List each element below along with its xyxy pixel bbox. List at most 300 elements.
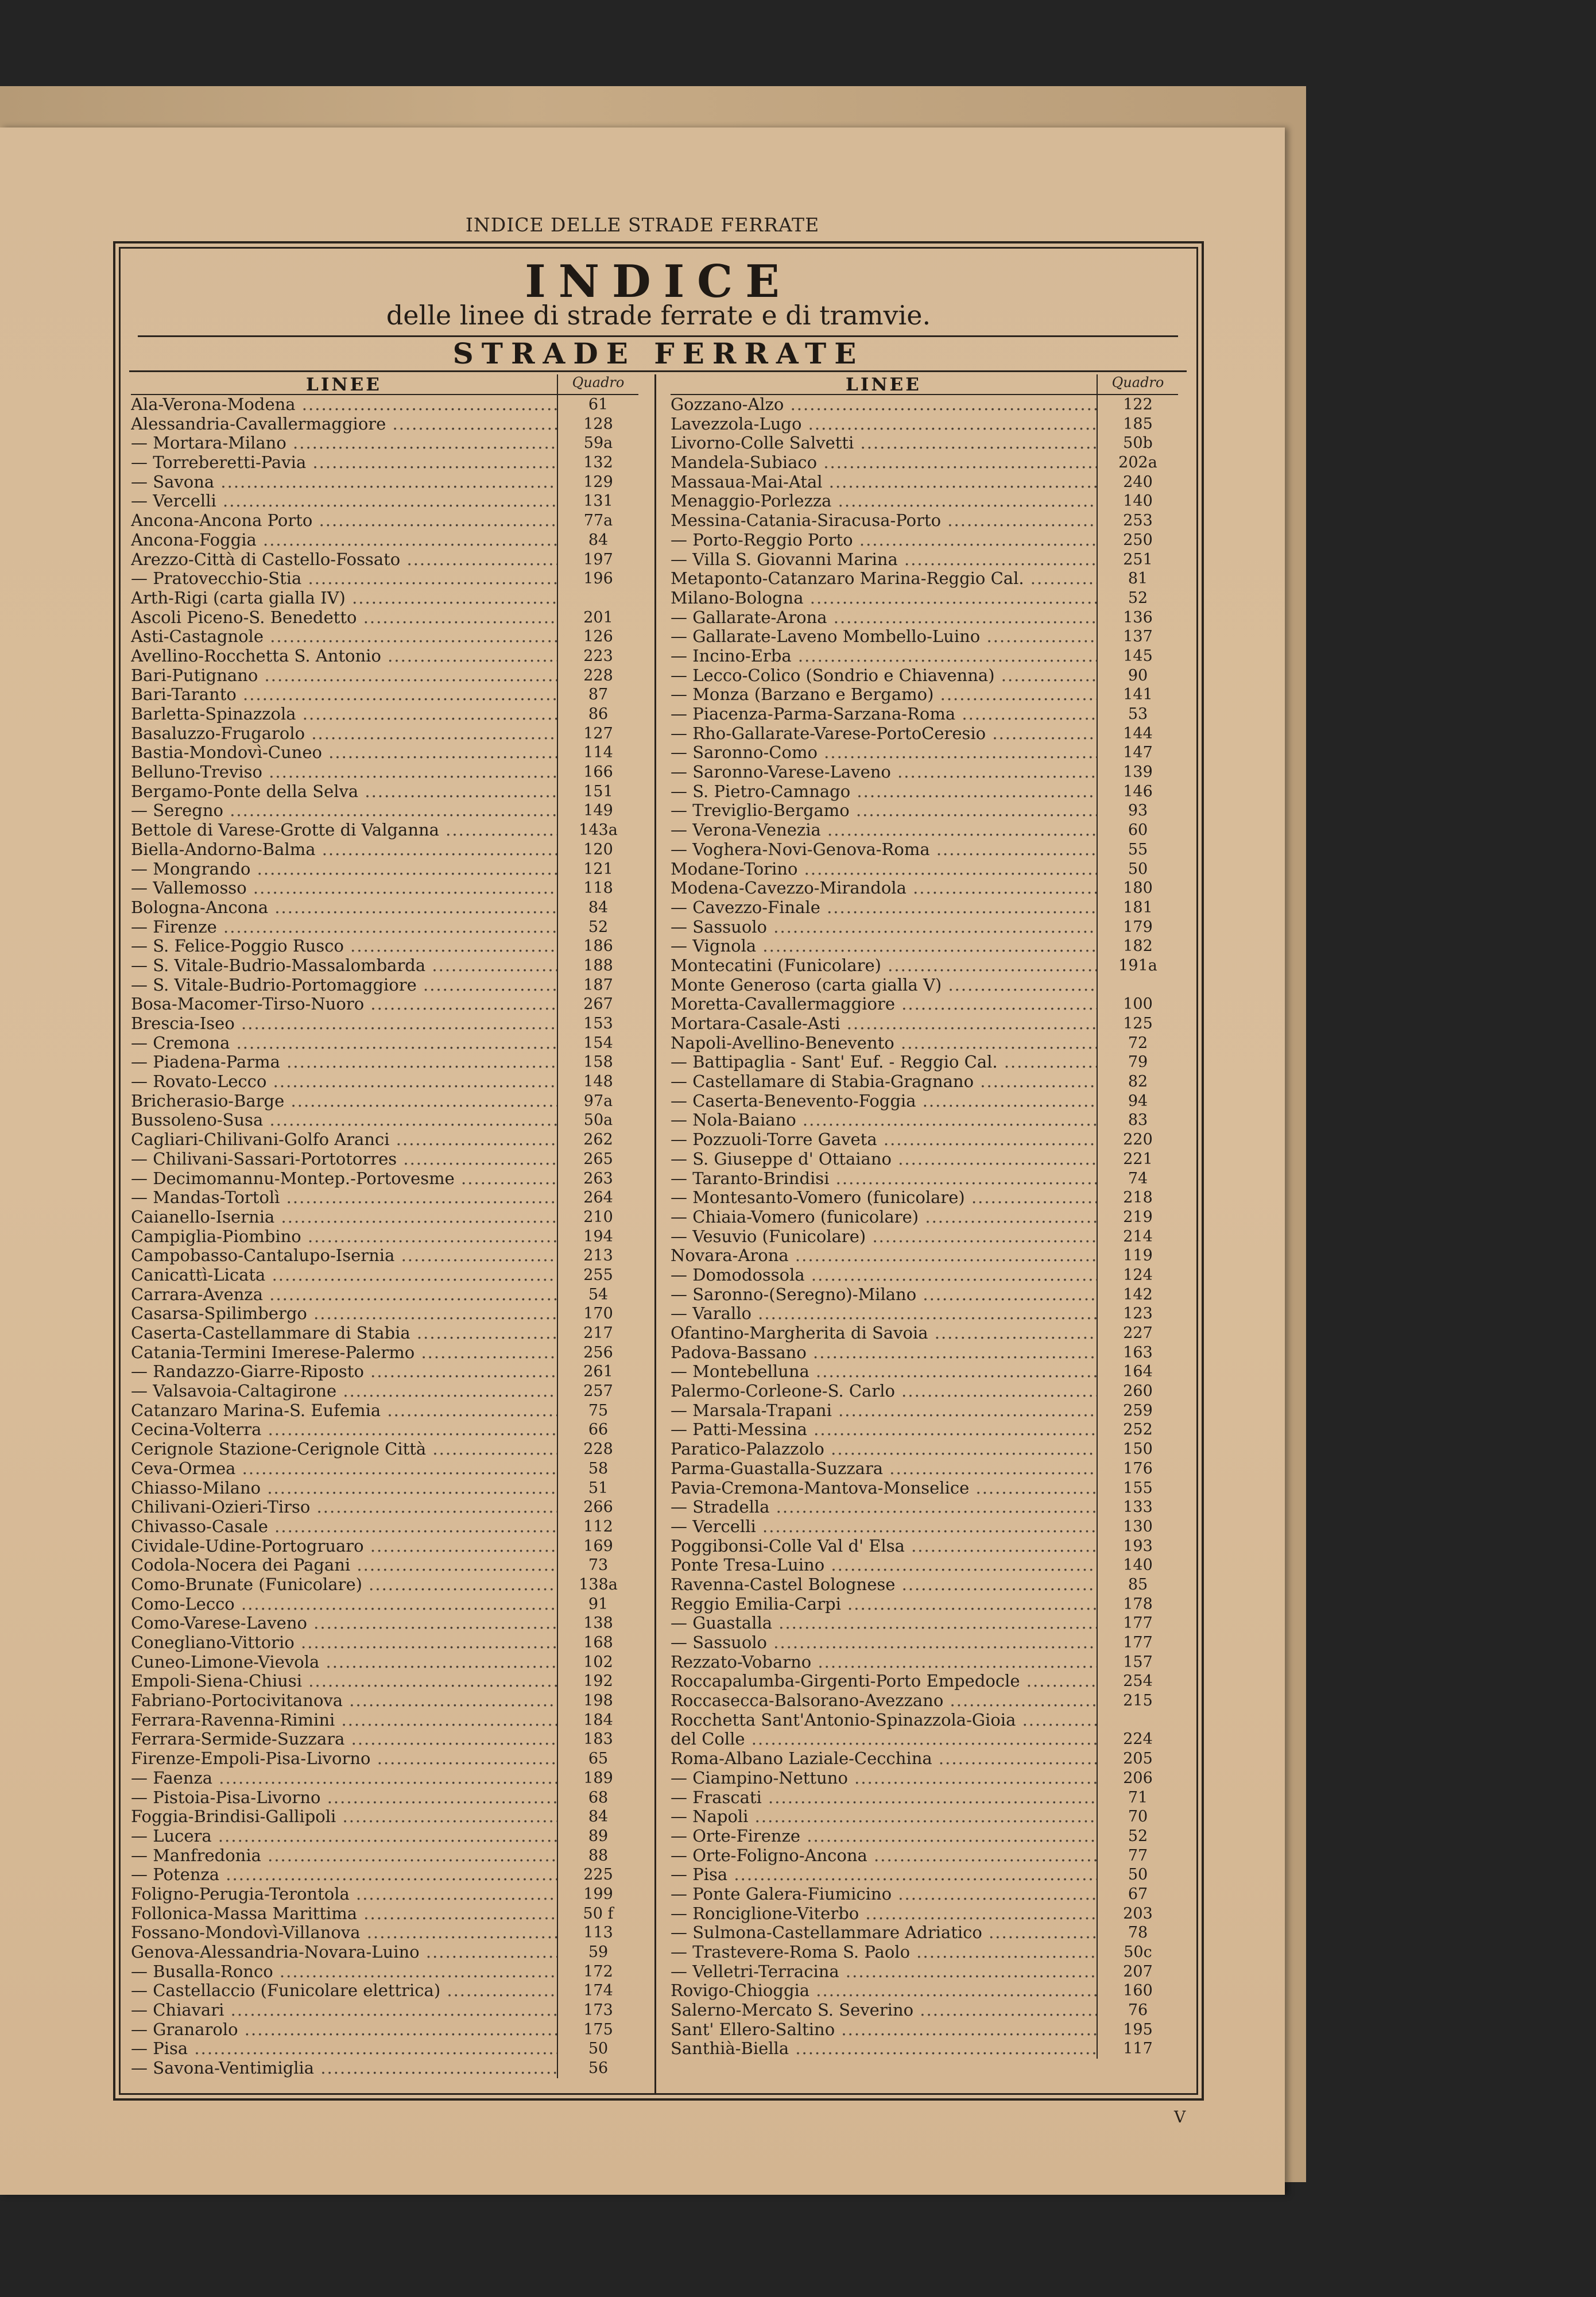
index-row — [131, 840, 638, 860]
quadro-number: 205 — [1097, 1749, 1178, 1769]
index-row — [131, 1730, 638, 1749]
index-row — [131, 589, 638, 608]
line-name: Paratico-Palazzolo ..... — [671, 1440, 1097, 1459]
quadro-number: 145 — [1097, 647, 1178, 666]
index-row — [671, 1440, 1178, 1459]
quadro-number: 131 — [557, 492, 638, 511]
quadro-number: 124 — [1097, 1266, 1178, 1285]
line-name: — Guastalla ..... — [671, 1614, 1097, 1633]
line-name: Livorno-Colle Salvetti ..... — [671, 434, 1097, 453]
line-name: Ferrara-Sermide-Suzzara ..... — [131, 1730, 557, 1749]
quadro-number: 121 — [557, 860, 638, 879]
line-name: Biella-Andorno-Balma ..... — [131, 840, 557, 860]
quadro-number: 220 — [1097, 1130, 1178, 1150]
index-row — [131, 531, 638, 550]
index-row — [131, 976, 638, 995]
index-row — [131, 1575, 638, 1595]
line-name: Conegliano-Vittorio ..... — [131, 1633, 557, 1653]
index-row — [671, 415, 1178, 434]
index-row — [671, 976, 1178, 995]
line-name: — Pratovecchio-Stia ..... — [131, 569, 557, 589]
line-name: Ofantino-Margherita di Savoia ..... — [671, 1324, 1097, 1343]
index-row — [131, 1479, 638, 1498]
quadro-number — [1097, 976, 1178, 995]
index-row — [131, 1382, 638, 1401]
line-name: — Orte-Firenze ..... — [671, 1827, 1097, 1846]
quadro-number: 78 — [1097, 1923, 1178, 1943]
index-row — [671, 995, 1178, 1014]
index-row — [671, 743, 1178, 763]
line-name: Caserta-Castellammare di Stabia ..... — [131, 1324, 557, 1343]
line-name: — Saronno-Como ..... — [671, 743, 1097, 763]
index-row — [671, 1459, 1178, 1479]
index-row — [671, 2001, 1178, 2020]
index-row — [131, 918, 638, 937]
index-row — [671, 879, 1178, 898]
index-row — [131, 743, 638, 763]
index-row — [671, 860, 1178, 879]
quadro-number: 168 — [557, 1633, 638, 1653]
line-name: Novara-Arona ..... — [671, 1246, 1097, 1266]
index-row — [131, 1962, 638, 1982]
line-name: Napoli-Avellino-Benevento ..... — [671, 1034, 1097, 1053]
quadro-number: 250 — [1097, 531, 1178, 550]
index-row — [671, 492, 1178, 511]
line-name: — Chilivani-Sassari-Portotorres ..... — [131, 1150, 557, 1169]
index-row — [131, 1072, 638, 1092]
line-name: Bari-Taranto ..... — [131, 685, 557, 705]
line-name: Campiglia-Piombino ..... — [131, 1227, 557, 1247]
index-row — [131, 1556, 638, 1575]
index-row — [131, 1827, 638, 1846]
line-name: Asti-Castagnole ..... — [131, 627, 557, 647]
line-name: Moretta-Cavallermaggiore ..... — [671, 995, 1097, 1014]
index-row — [671, 763, 1178, 782]
quadro-number: 228 — [557, 666, 638, 686]
quadro-number: 89 — [557, 1827, 638, 1846]
quadro-number: 206 — [1097, 1769, 1178, 1788]
line-name: Rocchetta Sant'Antonio-Spinazzola-Gioia ..... — [671, 1711, 1097, 1730]
index-row — [671, 1266, 1178, 1285]
line-name: — Potenza ..... — [131, 1865, 557, 1885]
line-name: Menaggio-Porlezza ..... — [671, 492, 1097, 511]
line-name: — Pisa ..... — [671, 1865, 1097, 1885]
line-name: — S. Pietro-Camnago ..... — [671, 782, 1097, 802]
quadro-number: 94 — [1097, 1092, 1178, 1111]
quadro-number: 153 — [557, 1014, 638, 1034]
index-row — [131, 1130, 638, 1150]
index-row — [131, 2059, 638, 2078]
line-name: — Lecco-Colico (Sondrio e Chiavenna) ..... — [671, 666, 1097, 686]
line-name: — Villa S. Giovanni Marina ..... — [671, 550, 1097, 570]
line-name: — Vercelli ..... — [131, 492, 557, 511]
quadro-number: 193 — [1097, 1537, 1178, 1556]
line-name: — Ronciglione-Viterbo ..... — [671, 1904, 1097, 1924]
line-name: — Pisa ..... — [131, 2039, 557, 2059]
line-name: Gozzano-Alzo ..... — [671, 395, 1097, 415]
quadro-number: 218 — [1097, 1188, 1178, 1208]
index-row — [131, 705, 638, 724]
index-row — [131, 1227, 638, 1247]
line-name: — Piadena-Parma ..... — [131, 1053, 557, 1072]
index-row — [131, 1188, 638, 1208]
index-row — [671, 1807, 1178, 1827]
quadro-number: 160 — [1097, 1981, 1178, 2001]
left-list — [131, 395, 638, 2078]
quadro-number: 76 — [1097, 2001, 1178, 2020]
quadro-number: 240 — [1097, 473, 1178, 492]
index-row — [671, 1575, 1178, 1595]
line-name: Rovigo-Chioggia ..... — [671, 1981, 1097, 2001]
header-quadro: Quadro — [557, 374, 638, 394]
quadro-number: 55 — [1097, 840, 1178, 860]
quadro-number: 255 — [557, 1266, 638, 1285]
line-name: — Varallo ..... — [671, 1304, 1097, 1324]
quadro-number: 177 — [1097, 1614, 1178, 1633]
line-name: Montecatini (Funicolare) ..... — [671, 956, 1097, 976]
quadro-number: 52 — [1097, 1827, 1178, 1846]
line-name: Salerno-Mercato S. Severino ..... — [671, 2001, 1097, 2020]
line-name: Parma-Guastalla-Suzzara ..... — [671, 1459, 1097, 1479]
quadro-number: 166 — [557, 763, 638, 782]
quadro-number: 138 — [557, 1614, 638, 1633]
quadro-number: 102 — [557, 1653, 638, 1672]
quadro-number: 227 — [1097, 1324, 1178, 1343]
quadro-number: 84 — [557, 898, 638, 918]
line-name: Brescia-Iseo ..... — [131, 1014, 557, 1034]
quadro-number: 148 — [557, 1072, 638, 1092]
column-header — [131, 374, 638, 395]
index-row — [131, 1150, 638, 1169]
index-row — [671, 589, 1178, 608]
quadro-number: 67 — [1097, 1885, 1178, 1904]
index-row — [671, 956, 1178, 976]
index-row — [131, 1807, 638, 1827]
page-number: V — [1174, 2107, 1186, 2126]
index-row — [131, 492, 638, 511]
index-row — [671, 1556, 1178, 1575]
line-name: Campobasso-Cantalupo-Isernia ..... — [131, 1246, 557, 1266]
quadro-number: 77 — [1097, 1846, 1178, 1866]
quadro-number: 53 — [1097, 705, 1178, 724]
line-name: Codola-Nocera dei Pagani ..... — [131, 1556, 557, 1575]
index-row — [131, 1362, 638, 1382]
index-row — [671, 2039, 1178, 2059]
index-row — [671, 1595, 1178, 1614]
quadro-number: 179 — [1097, 918, 1178, 937]
line-name: Carrara-Avenza ..... — [131, 1285, 557, 1305]
index-row — [671, 1072, 1178, 1092]
index-row — [131, 1169, 638, 1189]
quadro-number: 257 — [557, 1382, 638, 1401]
index-row — [671, 918, 1178, 937]
index-row — [671, 569, 1178, 589]
line-name: Arezzo-Città di Castello-Fossato ..... — [131, 550, 557, 570]
index-row — [131, 1208, 638, 1227]
line-name: Bussoleno-Susa ..... — [131, 1111, 557, 1130]
line-name: — Rho-Gallarate-Varese-PortoCeresio ..... — [671, 724, 1097, 744]
line-name: — Firenze ..... — [131, 918, 557, 937]
quadro-number: 184 — [557, 1711, 638, 1730]
index-row — [131, 1034, 638, 1053]
quadro-number: 79 — [1097, 1053, 1178, 1072]
line-name: Catanzaro Marina-S. Eufemia ..... — [131, 1401, 557, 1421]
line-name: — Decimomannu-Montep.-Portovesme ..... — [131, 1169, 557, 1189]
index-row — [131, 956, 638, 976]
index-row — [671, 511, 1178, 531]
index-row — [671, 1769, 1178, 1788]
line-name: Foligno-Perugia-Terontola ..... — [131, 1885, 557, 1904]
line-name: — Incino-Erba ..... — [671, 647, 1097, 666]
quadro-number: 187 — [557, 976, 638, 995]
index-row — [671, 1188, 1178, 1208]
index-row — [671, 1537, 1178, 1556]
line-name: Como-Varese-Laveno ..... — [131, 1614, 557, 1633]
index-row — [671, 434, 1178, 453]
quadro-number: 85 — [1097, 1575, 1178, 1595]
index-row — [131, 1498, 638, 1517]
line-name: — Mortara-Milano ..... — [131, 434, 557, 453]
page-subtitle: delle linee di strade ferrate e di tramvie. — [386, 300, 931, 331]
index-row — [671, 608, 1178, 628]
line-name: Rezzato-Vobarno ..... — [671, 1653, 1097, 1672]
index-row — [131, 937, 638, 956]
line-name: — Montesanto-Vomero (funicolare) ..... — [671, 1188, 1097, 1208]
index-row — [131, 1691, 638, 1711]
line-name: Cividale-Udine-Portogruaro ..... — [131, 1537, 557, 1556]
quadro-number: 170 — [557, 1304, 638, 1324]
index-row — [671, 1498, 1178, 1517]
line-name: Massaua-Mai-Atal ..... — [671, 473, 1097, 492]
index-row — [131, 1459, 638, 1479]
line-name: Roccasecca-Balsorano-Avezzano ..... — [671, 1691, 1097, 1711]
quadro-number: 183 — [557, 1730, 638, 1749]
line-name: Fossano-Mondovì-Villanova ..... — [131, 1923, 557, 1943]
quadro-number: 194 — [557, 1227, 638, 1247]
index-row — [131, 1614, 638, 1633]
page-title: INDICE — [525, 256, 792, 308]
line-name: Ala-Verona-Modena ..... — [131, 395, 557, 415]
index-row — [131, 821, 638, 840]
quadro-number: 71 — [1097, 1788, 1178, 1808]
quadro-number: 176 — [1097, 1459, 1178, 1479]
line-name: Caianello-Isernia ..... — [131, 1208, 557, 1227]
index-row — [131, 1304, 638, 1324]
quadro-number: 202a — [1097, 453, 1178, 473]
line-name: — Stradella ..... — [671, 1498, 1097, 1517]
quadro-number: 199 — [557, 1885, 638, 1904]
quadro-number: 147 — [1097, 743, 1178, 763]
index-row — [671, 2020, 1178, 2040]
quadro-number: 221 — [1097, 1150, 1178, 1169]
index-row — [131, 1537, 638, 1556]
quadro-number: 56 — [557, 2059, 638, 2078]
line-name: — S. Felice-Poggio Rusco ..... — [131, 937, 557, 956]
line-name: Roma-Albano Laziale-Cecchina ..... — [671, 1749, 1097, 1769]
index-row — [671, 1846, 1178, 1866]
line-name: Cecina-Volterra ..... — [131, 1420, 557, 1440]
line-name: Foggia-Brindisi-Gallipoli ..... — [131, 1807, 557, 1827]
line-name: Catania-Termini Imerese-Palermo ..... — [131, 1343, 557, 1363]
quadro-number: 143a — [557, 821, 638, 840]
line-name: del Colle ..... — [671, 1730, 1097, 1749]
quadro-number: 87 — [557, 685, 638, 705]
line-name: Alessandria-Cavallermaggiore ..... — [131, 415, 557, 434]
quadro-number: 178 — [1097, 1595, 1178, 1614]
index-row — [131, 395, 638, 415]
quadro-number: 144 — [1097, 724, 1178, 744]
index-row — [131, 473, 638, 492]
quadro-number: 68 — [557, 1788, 638, 1808]
quadro-number: 50a — [557, 1111, 638, 1130]
line-name: Reggio Emilia-Carpi ..... — [671, 1595, 1097, 1614]
index-row — [671, 1788, 1178, 1808]
quadro-number: 259 — [1097, 1401, 1178, 1421]
index-row — [671, 1382, 1178, 1401]
quadro-number: 266 — [557, 1498, 638, 1517]
quadro-number: 50 — [1097, 1865, 1178, 1885]
line-name: — Valsavoia-Caltagirone ..... — [131, 1382, 557, 1401]
running-head: INDICE DELLE STRADE FERRATE — [465, 214, 820, 236]
quadro-number: 119 — [1097, 1246, 1178, 1266]
index-row — [131, 666, 638, 686]
quadro-number: 154 — [557, 1034, 638, 1053]
quadro-number: 185 — [1097, 415, 1178, 434]
index-row — [671, 473, 1178, 492]
line-name: Santhià-Biella ..... — [671, 2039, 1097, 2059]
quadro-number: 72 — [1097, 1034, 1178, 1053]
index-row — [131, 1788, 638, 1808]
quadro-number: 267 — [557, 995, 638, 1014]
quadro-number: 50 — [557, 2039, 638, 2059]
quadro-number: 157 — [1097, 1653, 1178, 1672]
index-row — [671, 1962, 1178, 1982]
line-name: Genova-Alessandria-Novara-Luino ..... — [131, 1943, 557, 1962]
index-row — [131, 1595, 638, 1614]
line-name: — Granarolo ..... — [131, 2020, 557, 2040]
index-row — [131, 1672, 638, 1691]
quadro-number: 73 — [557, 1556, 638, 1575]
quadro-number: 213 — [557, 1246, 638, 1266]
index-row — [671, 1362, 1178, 1382]
index-row — [131, 2001, 638, 2020]
index-row — [671, 627, 1178, 647]
quadro-number: 225 — [557, 1865, 638, 1885]
index-row — [671, 1633, 1178, 1653]
index-row — [671, 1904, 1178, 1924]
index-row — [131, 1846, 638, 1866]
index-row — [131, 1904, 638, 1924]
quadro-number: 256 — [557, 1343, 638, 1363]
quadro-number: 50b — [1097, 434, 1178, 453]
index-row — [671, 1711, 1178, 1730]
index-row — [131, 685, 638, 705]
quadro-number: 91 — [557, 1595, 638, 1614]
line-name: Empoli-Siena-Chiusi ..... — [131, 1672, 557, 1691]
line-name: Cerignole Stazione-Cerignole Città ..... — [131, 1440, 557, 1459]
index-row — [671, 1208, 1178, 1227]
quadro-number: 207 — [1097, 1962, 1178, 1982]
quadro-number: 210 — [557, 1208, 638, 1227]
index-row — [131, 511, 638, 531]
line-name: — Gallarate-Arona ..... — [671, 608, 1097, 628]
line-name: Chivasso-Casale ..... — [131, 1517, 557, 1537]
line-name: — Piacenza-Parma-Sarzana-Roma ..... — [671, 705, 1097, 724]
line-name: Ferrara-Ravenna-Rimini ..... — [131, 1711, 557, 1730]
index-row — [671, 705, 1178, 724]
quadro-number: 66 — [557, 1420, 638, 1440]
quadro-number: 172 — [557, 1962, 638, 1982]
quadro-number: 158 — [557, 1053, 638, 1072]
quadro-number: 217 — [557, 1324, 638, 1343]
index-row — [671, 1034, 1178, 1053]
line-name: — Voghera-Novi-Genova-Roma ..... — [671, 840, 1097, 860]
line-name: — Castellaccio (Funicolare elettrica) ..... — [131, 1981, 557, 2001]
section-title: STRADE FERRATE — [452, 337, 865, 370]
index-row — [671, 453, 1178, 473]
index-row — [131, 1420, 638, 1440]
quadro-number: 52 — [1097, 589, 1178, 608]
index-row — [671, 1285, 1178, 1305]
line-name: Como-Lecco ..... — [131, 1595, 557, 1614]
index-row — [671, 1749, 1178, 1769]
index-row — [131, 550, 638, 570]
index-row — [671, 531, 1178, 550]
index-row — [671, 1304, 1178, 1324]
index-row — [131, 1633, 638, 1653]
index-row — [671, 801, 1178, 821]
line-name: — Randazzo-Giarre-Riposto ..... — [131, 1362, 557, 1382]
index-row — [131, 1517, 638, 1537]
line-name: — Rovato-Lecco ..... — [131, 1072, 557, 1092]
quadro-number: 182 — [1097, 937, 1178, 956]
line-name: — Domodossola ..... — [671, 1266, 1097, 1285]
index-row — [671, 1653, 1178, 1672]
index-row — [131, 647, 638, 666]
index-row — [671, 840, 1178, 860]
line-name: Bettole di Varese-Grotte di Valganna ..... — [131, 821, 557, 840]
quadro-number: 215 — [1097, 1691, 1178, 1711]
quadro-number: 201 — [557, 608, 638, 628]
quadro-number: 118 — [557, 879, 638, 898]
quadro-number: 86 — [557, 705, 638, 724]
quadro-number: 114 — [557, 743, 638, 763]
line-name: — Velletri-Terracina ..... — [671, 1962, 1097, 1982]
line-name: Cuneo-Limone-Vievola ..... — [131, 1653, 557, 1672]
quadro-number: 132 — [557, 453, 638, 473]
quadro-number: 117 — [1097, 2039, 1178, 2059]
line-name: — Sassuolo ..... — [671, 1633, 1097, 1653]
header-lines: LINEE — [306, 374, 382, 395]
line-name: Firenze-Empoli-Pisa-Livorno ..... — [131, 1749, 557, 1769]
index-row — [131, 434, 638, 453]
index-row — [131, 1324, 638, 1343]
index-row — [671, 821, 1178, 840]
quadro-number: 138a — [557, 1575, 638, 1595]
index-row — [671, 1420, 1178, 1440]
line-name: — Vesuvio (Funicolare) ..... — [671, 1227, 1097, 1247]
line-name: — Saronno-Varese-Laveno ..... — [671, 763, 1097, 782]
index-row — [131, 1923, 638, 1943]
line-name: Monte Generoso (carta gialla V) ..... — [671, 976, 1097, 995]
line-name: Ascoli Piceno-S. Benedetto ..... — [131, 608, 557, 628]
quadro-number: 146 — [1097, 782, 1178, 802]
line-name: — Nola-Baiano ..... — [671, 1111, 1097, 1130]
quadro-number: 59 — [557, 1943, 638, 1962]
index-row — [131, 1885, 638, 1904]
quadro-number: 265 — [557, 1150, 638, 1169]
quadro-number: 140 — [1097, 492, 1178, 511]
